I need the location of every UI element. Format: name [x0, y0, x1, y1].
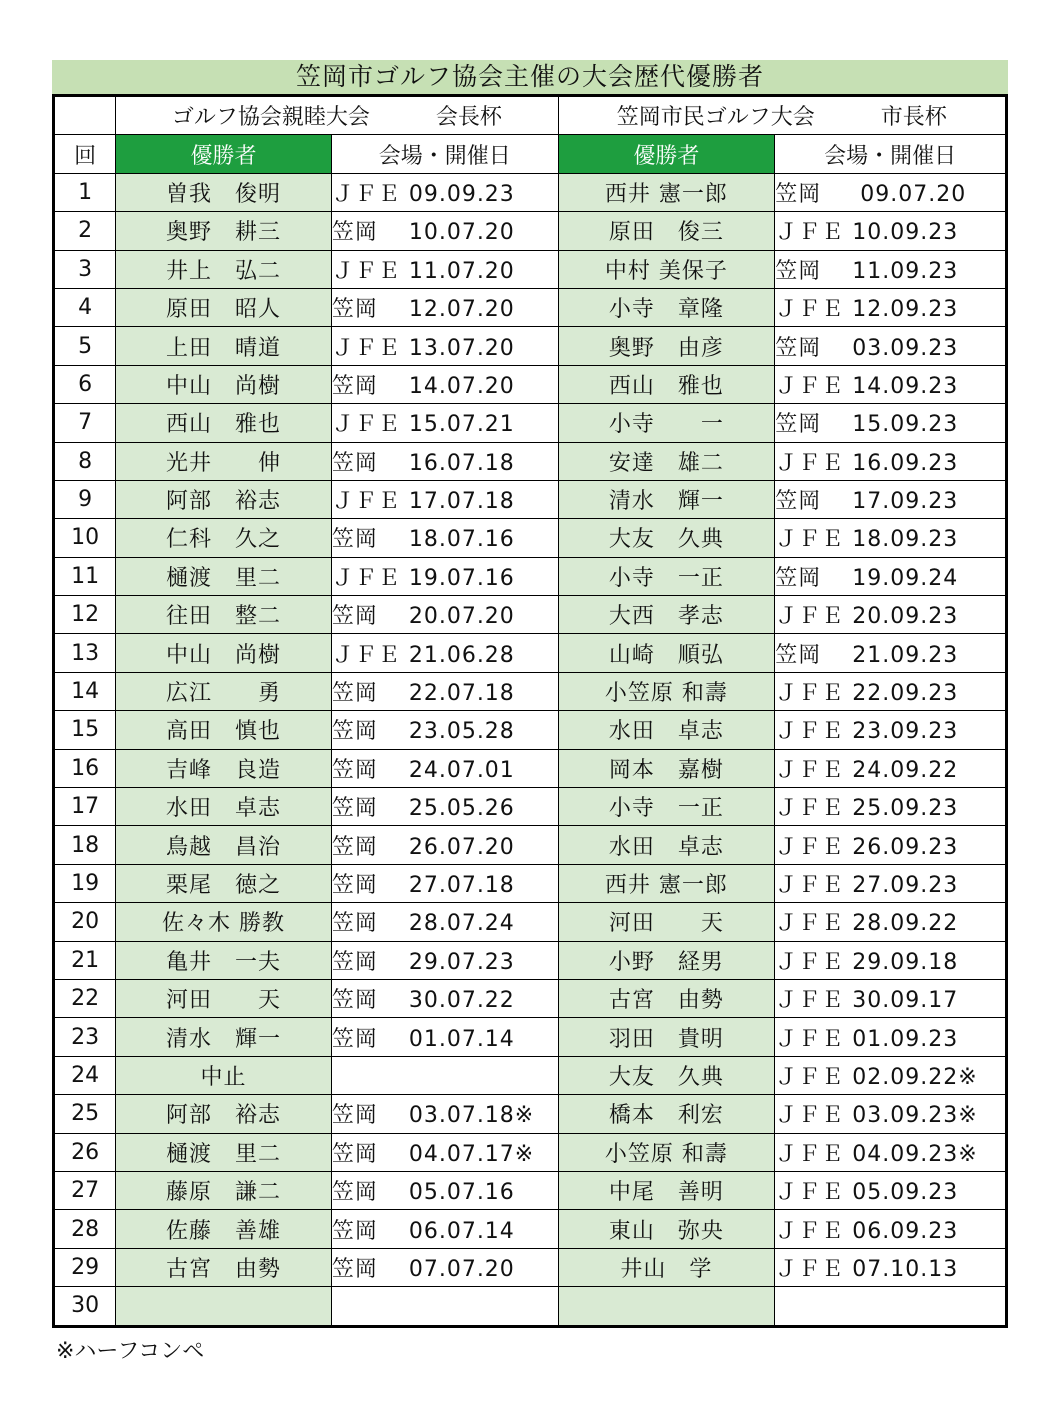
venue-date-right: ＪＦＥ 05.09.23 — [775, 1171, 1007, 1209]
venue-date-left: ＪＦＥ 13.07.20 — [331, 327, 558, 365]
section-left-title: ゴルフ協会親睦大会 会長杯 — [116, 96, 558, 135]
table-row — [54, 672, 1007, 710]
venue-date-right: 笠岡 09.07.20 — [775, 173, 1007, 211]
table-row — [54, 941, 1007, 979]
page-title: 笠岡市ゴルフ協会主催の大会歴代優勝者 — [52, 60, 1008, 94]
winner-right: 東山 弥央 — [558, 1210, 775, 1248]
winner-left: 水田 卓志 — [116, 788, 332, 826]
venue-date-left: 笠岡 20.07.20 — [331, 596, 558, 634]
winner-left: 樋渡 里二 — [116, 1133, 332, 1171]
winner-left: 阿部 裕志 — [116, 480, 332, 518]
table-row — [54, 1287, 1007, 1326]
round-number: 29 — [54, 1248, 116, 1286]
venue-date-left: 笠岡 23.05.28 — [331, 711, 558, 749]
round-number: 9 — [54, 480, 116, 518]
venue-date-left: ＪＦＥ 21.06.28 — [331, 634, 558, 672]
venue-date-right — [775, 1287, 1007, 1326]
table-row — [54, 596, 1007, 634]
winner-left: 高田 慎也 — [116, 711, 332, 749]
venue-date-right: ＪＦＥ 16.09.23 — [775, 442, 1007, 480]
venue-date-right: ＪＦＥ 18.09.23 — [775, 519, 1007, 557]
winner-left: 往田 整二 — [116, 596, 332, 634]
table-row — [54, 442, 1007, 480]
winner-left: 藤原 謙二 — [116, 1171, 332, 1209]
winner-right: 清水 輝一 — [558, 480, 775, 518]
winner-left: 阿部 裕志 — [116, 1095, 332, 1133]
round-number: 21 — [54, 941, 116, 979]
winner-left: 原田 昭人 — [116, 288, 332, 326]
venue-date-left: 笠岡 29.07.23 — [331, 941, 558, 979]
venue-date-left — [331, 1056, 558, 1094]
round-number: 18 — [54, 826, 116, 864]
venue-date-left: 笠岡 06.07.14 — [331, 1210, 558, 1248]
round-number: 23 — [54, 1018, 116, 1056]
table-row — [54, 749, 1007, 787]
winner-right: 中村 美保子 — [558, 250, 775, 288]
venue-date-left: 笠岡 03.07.18※ — [331, 1095, 558, 1133]
winner-left: 古宮 由勢 — [116, 1248, 332, 1286]
winner-left: 樋渡 里二 — [116, 557, 332, 595]
round-number: 1 — [54, 173, 116, 211]
table-row — [54, 250, 1007, 288]
venue-date-right: ＪＦＥ 20.09.23 — [775, 596, 1007, 634]
venue-date-left: 笠岡 30.07.22 — [331, 979, 558, 1017]
venue-date-right: ＪＦＥ 12.09.23 — [775, 288, 1007, 326]
winner-right: 水田 卓志 — [558, 826, 775, 864]
table-row — [54, 365, 1007, 403]
venue-date-right: ＪＦＥ 28.09.22 — [775, 903, 1007, 941]
winner-left: 光井 伸 — [116, 442, 332, 480]
winner-right: 西山 雅也 — [558, 365, 775, 403]
winner-left: 仁科 久之 — [116, 519, 332, 557]
table-row — [54, 788, 1007, 826]
venue-date-right: ＪＦＥ 06.09.23 — [775, 1210, 1007, 1248]
venue-date-right: ＪＦＥ 25.09.23 — [775, 788, 1007, 826]
winner-left: 井上 弘二 — [116, 250, 332, 288]
round-number: 6 — [54, 365, 116, 403]
winners-sheet — [52, 60, 1008, 1328]
round-number: 17 — [54, 788, 116, 826]
venue-date-left: 笠岡 18.07.16 — [331, 519, 558, 557]
venue-date-right: ＪＦＥ 03.09.23※ — [775, 1095, 1007, 1133]
venue-date-right: ＪＦＥ 07.10.13 — [775, 1248, 1007, 1286]
venue-date-right: ＪＦＥ 29.09.18 — [775, 941, 1007, 979]
round-number: 10 — [54, 519, 116, 557]
table-row — [54, 1095, 1007, 1133]
venue-date-right: ＪＦＥ 27.09.23 — [775, 864, 1007, 902]
winner-right: 西井 憲一郎 — [558, 173, 775, 211]
venue-left-header: 会場・開催日 — [331, 135, 558, 173]
venue-date-right: ＪＦＥ 01.09.23 — [775, 1018, 1007, 1056]
winner-right: 大友 久典 — [558, 1056, 775, 1094]
venue-date-right: 笠岡 17.09.23 — [775, 480, 1007, 518]
winner-right: 安達 雄二 — [558, 442, 775, 480]
table-row — [54, 404, 1007, 442]
venue-date-left: ＪＦＥ 19.07.16 — [331, 557, 558, 595]
venue-date-left: ＪＦＥ 17.07.18 — [331, 480, 558, 518]
venue-date-left — [331, 1287, 558, 1326]
table-row — [54, 864, 1007, 902]
round-number: 8 — [54, 442, 116, 480]
winner-left: 中止 — [116, 1056, 332, 1094]
winner-left: 河田 天 — [116, 979, 332, 1017]
venue-date-right: ＪＦＥ 30.09.17 — [775, 979, 1007, 1017]
round-number: 19 — [54, 864, 116, 902]
round-number: 5 — [54, 327, 116, 365]
table-row — [54, 173, 1007, 211]
winner-right: 小笠原 和壽 — [558, 1133, 775, 1171]
venue-date-right: ＪＦＥ 23.09.23 — [775, 711, 1007, 749]
winner-right: 水田 卓志 — [558, 711, 775, 749]
round-header: 回 — [54, 135, 116, 173]
round-number: 4 — [54, 288, 116, 326]
winner-left: 清水 輝一 — [116, 1018, 332, 1056]
winner-right: 西井 憲一郎 — [558, 864, 775, 902]
venue-date-left: 笠岡 28.07.24 — [331, 903, 558, 941]
winner-left: 広江 勇 — [116, 672, 332, 710]
footnote: ※ハーフコンペ — [56, 1339, 205, 1364]
winner-left: 中山 尚樹 — [116, 365, 332, 403]
venue-date-left: 笠岡 12.07.20 — [331, 288, 558, 326]
winner-left-header: 優勝者 — [116, 135, 332, 173]
venue-date-right: 笠岡 11.09.23 — [775, 250, 1007, 288]
venue-date-left: ＪＦＥ 15.07.21 — [331, 404, 558, 442]
table-row — [54, 826, 1007, 864]
round-number: 28 — [54, 1210, 116, 1248]
venue-date-left: 笠岡 26.07.20 — [331, 826, 558, 864]
venue-date-left: 笠岡 05.07.16 — [331, 1171, 558, 1209]
winner-left: 亀井 一夫 — [116, 941, 332, 979]
table-row — [54, 1056, 1007, 1094]
venue-date-right: ＪＦＥ 02.09.22※ — [775, 1056, 1007, 1094]
winner-left: 鳥越 昌治 — [116, 826, 332, 864]
round-number: 25 — [54, 1095, 116, 1133]
winner-left: 佐藤 善雄 — [116, 1210, 332, 1248]
venue-date-right: ＪＦＥ 26.09.23 — [775, 826, 1007, 864]
venue-date-left: ＪＦＥ 09.09.23 — [331, 173, 558, 211]
winner-right: 小笠原 和壽 — [558, 672, 775, 710]
table-row — [54, 480, 1007, 518]
round-number: 7 — [54, 404, 116, 442]
round-number: 22 — [54, 979, 116, 1017]
table-row — [54, 557, 1007, 595]
winner-left: 栗尾 徳之 — [116, 864, 332, 902]
round-number: 27 — [54, 1171, 116, 1209]
winner-left: 吉峰 良造 — [116, 749, 332, 787]
venue-date-left: ＪＦＥ 11.07.20 — [331, 250, 558, 288]
venue-date-left: 笠岡 10.07.20 — [331, 212, 558, 250]
winner-right: 原田 俊三 — [558, 212, 775, 250]
winner-right: 中尾 善明 — [558, 1171, 775, 1209]
venue-date-left: 笠岡 04.07.17※ — [331, 1133, 558, 1171]
venue-date-left: 笠岡 25.05.26 — [331, 788, 558, 826]
table-row — [54, 1248, 1007, 1286]
column-header-row — [54, 135, 1007, 173]
venue-date-right: ＪＦＥ 14.09.23 — [775, 365, 1007, 403]
table-row — [54, 1133, 1007, 1171]
winner-left: 奥野 耕三 — [116, 212, 332, 250]
winner-left: 西山 雅也 — [116, 404, 332, 442]
venue-date-left: 笠岡 16.07.18 — [331, 442, 558, 480]
venue-date-left: 笠岡 24.07.01 — [331, 749, 558, 787]
winner-right-header: 優勝者 — [558, 135, 775, 173]
table-row — [54, 903, 1007, 941]
winner-right: 小寺 章隆 — [558, 288, 775, 326]
round-number: 26 — [54, 1133, 116, 1171]
table-row — [54, 634, 1007, 672]
round-number: 2 — [54, 212, 116, 250]
venue-date-right: 笠岡 19.09.24 — [775, 557, 1007, 595]
section-header-row — [54, 96, 1007, 135]
venue-date-left: 笠岡 22.07.18 — [331, 672, 558, 710]
winners-table — [52, 94, 1008, 1328]
venue-date-left: 笠岡 07.07.20 — [331, 1248, 558, 1286]
venue-date-right: ＪＦＥ 24.09.22 — [775, 749, 1007, 787]
venue-date-left: 笠岡 27.07.18 — [331, 864, 558, 902]
table-row — [54, 1171, 1007, 1209]
winner-right — [558, 1287, 775, 1326]
venue-date-left: 笠岡 14.07.20 — [331, 365, 558, 403]
round-number: 13 — [54, 634, 116, 672]
venue-date-right: 笠岡 03.09.23 — [775, 327, 1007, 365]
winner-right: 羽田 貴明 — [558, 1018, 775, 1056]
winner-left: 曽我 俊明 — [116, 173, 332, 211]
winner-right: 大友 久典 — [558, 519, 775, 557]
winner-right: 岡本 嘉樹 — [558, 749, 775, 787]
winner-right: 大西 孝志 — [558, 596, 775, 634]
winner-left: 中山 尚樹 — [116, 634, 332, 672]
winner-right: 河田 天 — [558, 903, 775, 941]
venue-date-right: 笠岡 21.09.23 — [775, 634, 1007, 672]
table-row — [54, 212, 1007, 250]
table-row — [54, 1210, 1007, 1248]
winner-left: 佐々木 勝教 — [116, 903, 332, 941]
round-number: 11 — [54, 557, 116, 595]
winner-right: 井山 学 — [558, 1248, 775, 1286]
winner-right: 古宮 由勢 — [558, 979, 775, 1017]
venue-date-right: ＪＦＥ 22.09.23 — [775, 672, 1007, 710]
round-number: 24 — [54, 1056, 116, 1094]
venue-date-right: ＪＦＥ 10.09.23 — [775, 212, 1007, 250]
winner-right: 小寺 一正 — [558, 788, 775, 826]
table-row — [54, 979, 1007, 1017]
venue-right-header: 会場・開催日 — [775, 135, 1007, 173]
winner-right: 小野 経男 — [558, 941, 775, 979]
winner-right: 小寺 一正 — [558, 557, 775, 595]
round-number: 30 — [54, 1287, 116, 1326]
round-number: 14 — [54, 672, 116, 710]
venue-date-right: ＪＦＥ 04.09.23※ — [775, 1133, 1007, 1171]
winner-right: 小寺 一 — [558, 404, 775, 442]
table-row — [54, 1018, 1007, 1056]
venue-date-right: 笠岡 15.09.23 — [775, 404, 1007, 442]
table-row — [54, 711, 1007, 749]
round-number: 12 — [54, 596, 116, 634]
table-row — [54, 327, 1007, 365]
winner-right: 橋本 利宏 — [558, 1095, 775, 1133]
winner-left — [116, 1287, 332, 1326]
blank-corner — [54, 96, 116, 135]
round-number: 3 — [54, 250, 116, 288]
winner-right: 山崎 順弘 — [558, 634, 775, 672]
table-row — [54, 519, 1007, 557]
venue-date-left: 笠岡 01.07.14 — [331, 1018, 558, 1056]
winner-right: 奥野 由彦 — [558, 327, 775, 365]
round-number: 16 — [54, 749, 116, 787]
round-number: 15 — [54, 711, 116, 749]
round-number: 20 — [54, 903, 116, 941]
section-right-title: 笠岡市民ゴルフ大会 市長杯 — [558, 96, 1006, 135]
table-row — [54, 288, 1007, 326]
winner-left: 上田 晴道 — [116, 327, 332, 365]
